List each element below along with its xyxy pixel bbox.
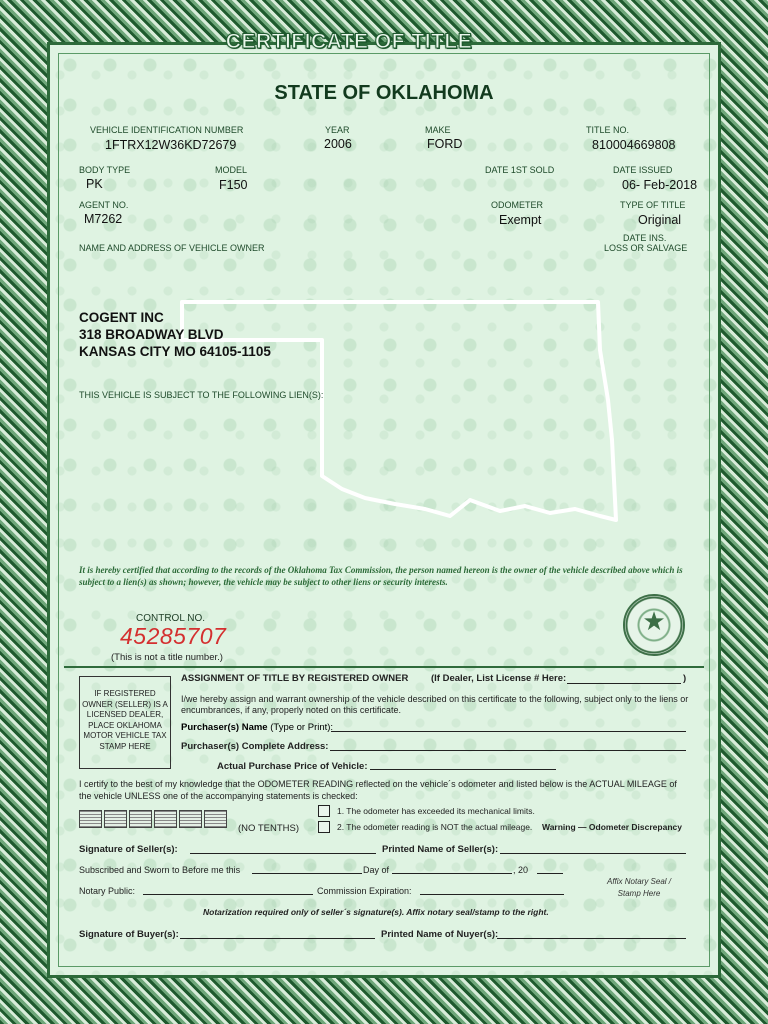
notary-public-label: Notary Public: [79,886,136,896]
body-type-value: PK [86,177,103,191]
buyer-printed-name-line[interactable] [497,928,686,939]
sworn-label: Subscribed and Sworn to Before me this [79,865,241,875]
not-actual-mileage-checkbox[interactable] [318,821,330,833]
control-no-note: (This is not a title number.) [111,652,223,663]
sworn-month-line[interactable] [392,863,512,874]
buyer-printed-name-label: Printed Name of Nuyer(s): [381,929,499,940]
make-value: FORD [427,137,463,151]
stmt-not-actual-mileage: 2. The odometer reading is NOT the actual mileage. [337,822,533,832]
date-ins-label: DATE INS. [623,233,667,243]
odometer-certification: I certify to the best of my knowledge that the ODOMETER READING reflected on the vehicle´s odometer and listed below is the ACTUAL MILEAGE of the vehicle UNLESS one of the accompanying statements is checked: [79,779,677,801]
owner-name: COGENT INC [79,310,164,325]
title-no-value: 810004669808 [592,138,676,152]
type-title-label: TYPE OF TITLE [620,200,686,210]
year-value: 2006 [324,137,352,151]
buyer-signature-line[interactable] [180,928,375,939]
odometer-warning: Warning — Odometer Discrepancy [542,822,682,832]
owner-address-line1: 318 BROADWAY BLVD [79,327,224,342]
purchaser-address-label: Purchaser(s) Complete Address: [181,741,329,752]
make-label: MAKE [425,125,451,135]
purchaser-name-hint: (Type or Print): [267,722,334,733]
certificate-banner: CERTIFICATE OF TITLE [225,30,473,53]
dealer-stamp-box[interactable]: IF REGISTERED OWNER (SELLER) IS A LICENSED DEALER, PLACE OKLAHOMA MOTOR VEHICLE TAX STAMP HERE [79,676,171,769]
seller-signature-label: Signature of Seller(s): [79,844,178,855]
date-issued-label: DATE ISSUED [613,165,673,175]
odometer-value: Exempt [499,213,542,227]
section-divider [64,666,704,668]
stmt-exceeded-limits: 1. The odometer has exceeded its mechanical limits. [337,806,535,816]
purchaser-address-line[interactable] [330,740,686,751]
notary-seal-area[interactable]: Affix Notary Seal / Stamp Here [606,877,672,898]
title-no-label: TITLE NO. [586,125,630,135]
date-issued-value: 06- Feb-2018 [622,178,698,192]
commission-expiration-label: Commission Expiration: [317,886,412,896]
owner-label: NAME AND ADDRESS OF VEHICLE OWNER [79,243,265,253]
year-label: YEAR [325,125,350,135]
day-of-label: Day of [363,865,390,875]
control-no-value: 45285707 [120,623,227,649]
year-20-label: , 20 [513,865,529,875]
exceeded-limits-checkbox[interactable] [318,805,330,817]
purchase-price-label: Actual Purchase Price of Vehicle: [217,761,368,772]
seller-printed-name-label: Printed Name of Seller(s): [382,844,499,855]
odometer-digit-box[interactable] [129,810,152,828]
odometer-reading-boxes[interactable] [79,810,229,833]
notary-public-line[interactable] [143,884,313,895]
owner-address-line2: KANSAS CITY MO 64105-1105 [79,344,271,359]
sworn-day-line[interactable] [252,863,362,874]
agent-label: AGENT NO. [79,200,129,210]
purchase-price-line[interactable] [370,759,556,770]
state-title: STATE OF OKLAHOMA [274,82,494,104]
assignment-text: I/we hereby assign and warrant ownership of the vehicle described on this certificate to the following, subject only to the liens or encumbrances, if any, properly noted on this certificate. [181,694,689,715]
vin-label: VEHICLE IDENTIFICATION NUMBER [90,125,244,135]
purchaser-name-line[interactable] [331,721,686,732]
type-title-value: Original [638,213,682,227]
purchaser-name-label: Purchaser(s) Name [181,722,268,733]
dealer-license-close: ) [683,673,687,684]
certification-statement: It is hereby certified that according to the records of the Oklahoma Tax Commission, the person named hereon is the owner of the vehicle described above which is subject to a lien(s) as shown; however, the vehicle may be subject to other liens or security interests. [79,565,683,587]
sworn-year-line[interactable] [537,863,563,874]
odometer-digit-box[interactable] [79,810,102,828]
notarization-note: Notarization required only of seller´s signature(s). Affix notary seal/stamp to the right. [203,907,549,917]
body-type-label: BODY TYPE [79,165,131,175]
seller-printed-name-line[interactable] [500,843,686,854]
odometer-digit-box[interactable] [179,810,202,828]
liens-label: THIS VEHICLE IS SUBJECT TO THE FOLLOWING LIEN(S): [79,390,324,400]
model-value: F150 [219,178,248,192]
odometer-label: ODOMETER [491,200,544,210]
no-tenths-label: (NO TENTHS) [238,823,300,834]
agent-value: M7262 [84,212,123,226]
dealer-license-line[interactable] [567,673,681,684]
date-sold-label: DATE 1ST SOLD [485,165,555,175]
assignment-heading: ASSIGNMENT OF TITLE BY REGISTERED OWNER [181,673,409,684]
odometer-digit-box[interactable] [104,810,127,828]
loss-salvage-label: LOSS OR SALVAGE [604,243,688,253]
vin-value: 1FTRX12W36KD72679 [105,138,237,152]
control-no-label: CONTROL NO. [136,613,206,624]
buyer-signature-label: Signature of Buyer(s): [79,929,179,940]
odometer-digit-box[interactable] [154,810,177,828]
odometer-digit-box[interactable] [204,810,227,828]
dealer-license-label: (If Dealer, List License # Here: [431,673,567,684]
commission-expiration-line[interactable] [420,884,564,895]
seal-star-icon: ★ [642,606,666,636]
model-label: MODEL [215,165,248,175]
seller-signature-line[interactable] [190,843,376,854]
